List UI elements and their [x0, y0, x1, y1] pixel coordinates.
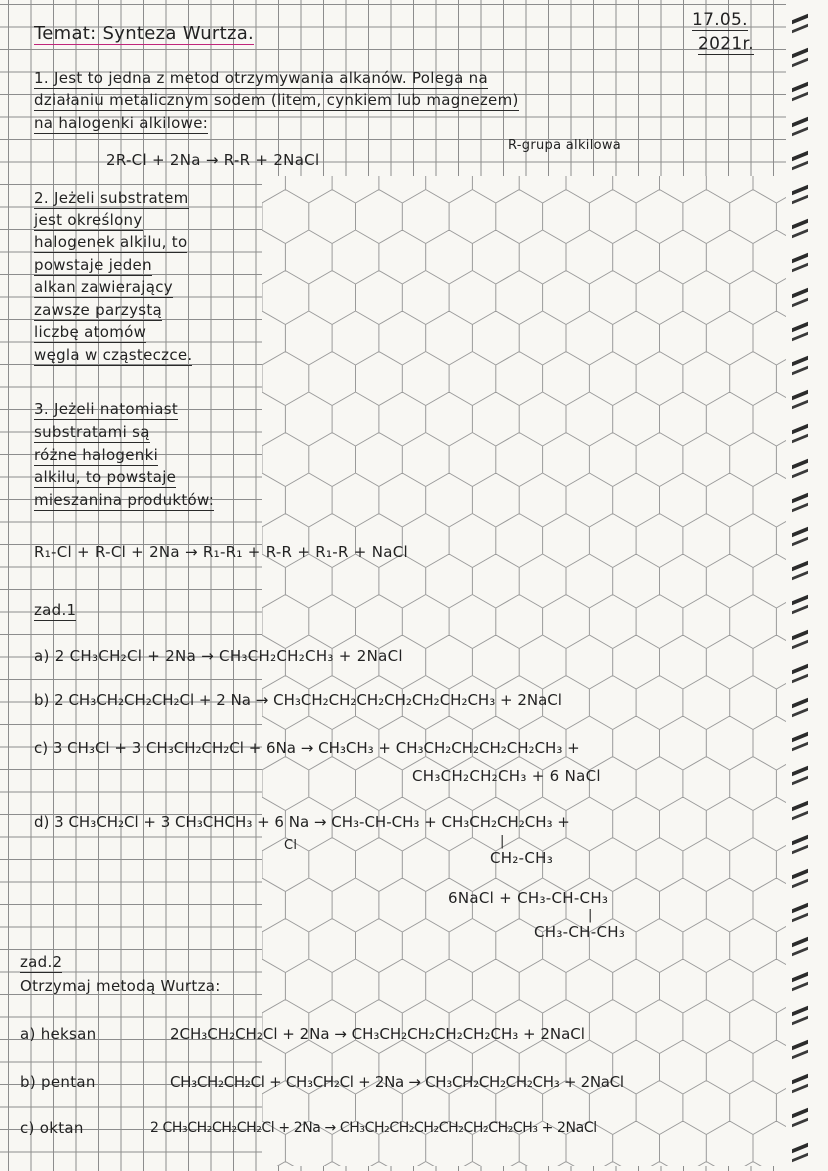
point-3-line-2: substratami są: [34, 423, 150, 441]
spiral-coil: [792, 14, 810, 28]
zad1-d-bond-1: |: [500, 834, 505, 849]
date-line-2: 2021r.: [698, 34, 754, 54]
spiral-coil: [792, 937, 810, 951]
zad1-b: b) 2 CH₃CH₂CH₂CH₂Cl + 2 Na → CH₃CH₂CH₂CH₂CH₂CH₂CH₂CH₃ + 2NaCl: [34, 691, 562, 709]
spiral-coil: [792, 527, 810, 541]
zad2-a-equation: 2CH₃CH₂CH₂Cl + 2Na → CH₃CH₂CH₂CH₂CH₂CH₃ + 2NaCl: [170, 1025, 585, 1043]
spiral-coil: [792, 1006, 810, 1020]
point-2-line-3: halogenek alkilu, to: [34, 233, 188, 251]
spiral-coil: [792, 869, 810, 883]
spiral-coil: [792, 972, 810, 986]
r-group-note: R-grupa alkilowa: [508, 138, 622, 153]
point-2-line-6: zawsze parzystą: [34, 301, 163, 319]
spiral-coil: [792, 595, 810, 609]
spiral-coil: [792, 561, 810, 575]
zad1-a: a) 2 CH₃CH₂Cl + 2Na → CH₃CH₂CH₂CH₃ + 2NaCl: [34, 647, 403, 665]
zad1-d-branch: CH₂-CH₃: [490, 849, 554, 867]
zad1-d-line-3: CH₃-CH-CH₃: [534, 923, 626, 941]
point-1-line-3: na halogenki alkilowe:: [34, 114, 209, 132]
hexagon-lines: [262, 176, 800, 1166]
zad1-d-chloro-substituent: Cl: [284, 838, 298, 853]
zad2-intro: Otrzymaj metodą Wurtza:: [20, 977, 221, 995]
spiral-coil: [792, 185, 810, 199]
point-2-line-7: liczbę atomów: [34, 323, 147, 341]
zad1-label: zad.1: [34, 601, 77, 619]
spiral-coil: [792, 151, 810, 165]
spiral-coil: [792, 48, 810, 62]
zad1-c-line-1: c) 3 CH₃Cl + 3 CH₃CH₂CH₂Cl + 6Na → CH₃CH₃ + CH₃CH₂CH₂CH₂CH₂CH₃ +: [34, 739, 580, 757]
point-2-line-2: jest określony: [34, 211, 143, 229]
spiral-coil: [792, 732, 810, 746]
spiral-coil: [792, 801, 810, 815]
zad2-b-equation: CH₃CH₂CH₂Cl + CH₃CH₂Cl + 2Na → CH₃CH₂CH₂CH₂CH₃ + 2NaCl: [170, 1073, 624, 1091]
spiral-coil: [792, 630, 810, 644]
spiral-coil: [792, 664, 810, 678]
spiral-coil: [792, 1108, 810, 1122]
spiral-coil: [792, 356, 810, 370]
spiral-coil: [792, 82, 810, 96]
spiral-coil: [792, 253, 810, 267]
spiral-coil: [792, 1143, 810, 1157]
zad2-label: zad.2: [20, 953, 63, 971]
spiral-coil: [792, 1074, 810, 1088]
spiral-coil: [792, 322, 810, 336]
page-title: Temat: Synteza Wurtza.: [34, 23, 255, 44]
point-2-line-1: 2. Jeżeli substratem: [34, 189, 189, 207]
point-1-line-1: 1. Jest to jedna z metod otrzymywania alkanów. Polega na: [34, 69, 488, 87]
point-1-equation: 2R-Cl + 2Na → R-R + 2NaCl: [106, 151, 320, 169]
spiral-coil: [792, 288, 810, 302]
zad1-d-line-1: d) 3 CH₃CH₂Cl + 3 CH₃CHCH₃ + 6 Na → CH₃-CH-CH₃ + CH₃CH₂CH₂CH₃ +: [34, 813, 570, 831]
spiral-coil: [792, 1040, 810, 1054]
point-3-line-1: 3. Jeżeli natomiast: [34, 400, 179, 418]
spiral-coil: [792, 459, 810, 473]
zad2-c-name: c) oktan: [20, 1119, 84, 1137]
date-line-1: 17.05.: [692, 10, 748, 30]
spiral-coil: [792, 698, 810, 712]
zad1-d-line-2: 6NaCl + CH₃-CH-CH₃: [448, 889, 609, 907]
zad2-c-equation: 2 CH₃CH₂CH₂CH₂Cl + 2Na → CH₃CH₂CH₂CH₂CH₂CH₂CH₂CH₃ + 2NaCl: [150, 1120, 597, 1136]
point-2-line-4: powstaje jeden: [34, 256, 152, 274]
spiral-coil: [792, 117, 810, 131]
point-2-line-8: węgla w cząsteczce.: [34, 346, 193, 364]
spiral-coil: [792, 390, 810, 404]
point-1-line-2: działaniu metalicznym sodem (litem, cynkiem lub magnezem): [34, 91, 519, 109]
zad2-b-name: b) pentan: [20, 1073, 96, 1091]
zad1-d-bond-2: |: [588, 908, 593, 923]
spiral-coil: [792, 424, 810, 438]
hexagon-grid-area: [262, 176, 800, 1166]
point-2-line-5: alkan zawierający: [34, 278, 173, 296]
point-3-line-4: alkilu, to powstaje: [34, 468, 177, 486]
zad1-c-line-2: CH₃CH₂CH₂CH₃ + 6 NaCl: [412, 767, 601, 785]
spiral-coil: [792, 835, 810, 849]
spiral-coil: [792, 766, 810, 780]
point-3-line-5: mieszanina produktów:: [34, 491, 215, 509]
spiral-binding: [786, 0, 828, 1171]
zad2-a-name: a) heksan: [20, 1025, 97, 1043]
spiral-coil: [792, 493, 810, 507]
hexagon-pattern: [262, 176, 800, 1166]
spiral-coil: [792, 219, 810, 233]
spiral-coil: [792, 903, 810, 917]
point-3-line-3: różne halogenki: [34, 446, 159, 464]
point-3-equation: R₁-Cl + R-Cl + 2Na → R₁-R₁ + R-R + R₁-R + NaCl: [34, 543, 408, 561]
